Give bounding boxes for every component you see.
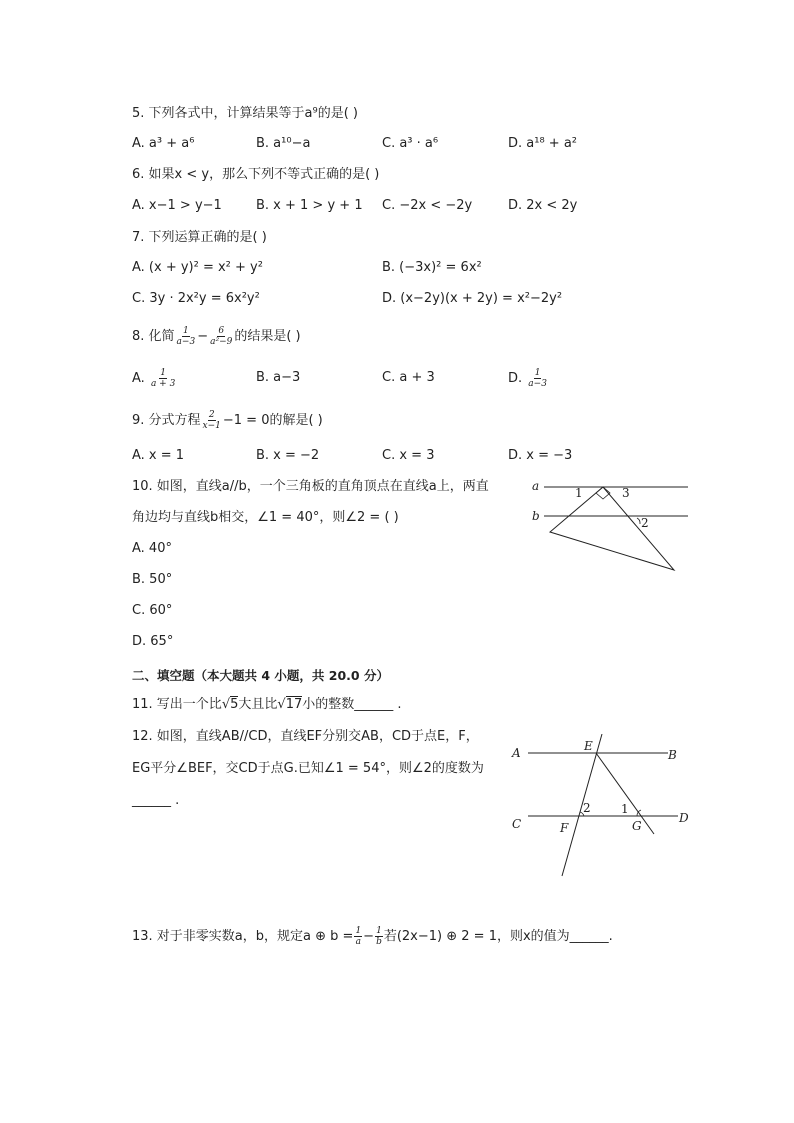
question-10-stem-line1: 10. 如图，直线a//b，一个三角板的直角顶点在直线a上，两直 [132, 479, 489, 494]
label-A: A [512, 746, 521, 760]
q8-minus: − [197, 329, 209, 344]
q9-fraction [202, 410, 222, 431]
label-E: E [584, 739, 593, 753]
q8-a-den: a + 3 [150, 379, 176, 389]
label-2: 2 [641, 516, 649, 530]
q8-option-b: B. a−3 [256, 370, 301, 385]
q13-suffix: 若(2x−1) ⊕ 2 = 1，则x的值为______. [383, 929, 613, 944]
q13-minus: − [363, 929, 375, 944]
label-C: C [512, 817, 522, 831]
q8-suffix: 的结果是( ) [234, 329, 301, 344]
q8-prefix: 8. 化简 [132, 329, 175, 344]
q8-option-a [132, 368, 177, 389]
question-13-stem [132, 926, 613, 947]
q8-option-d-label: D. [508, 371, 523, 386]
q10-option-c: C. 60° [132, 603, 173, 618]
q6-option-d: D. 2x < 2y [508, 198, 578, 213]
q9-option-b: B. x = −2 [256, 448, 320, 463]
question-12-line3: ______ . [132, 793, 180, 808]
q8-fraction-1 [176, 326, 197, 347]
label-2: 2 [583, 801, 591, 815]
q8-d-num: 1 [534, 368, 541, 378]
q7-option-a: A. (x + y)² = x² + y² [132, 260, 263, 275]
q5-option-b: B. a¹⁰−a [256, 136, 311, 151]
q10-figure [528, 476, 694, 576]
q9-suffix: −1 = 0的解是( ) [222, 413, 323, 428]
question-6-stem: 6. 如果x < y，那么下列不等式正确的是( ) [132, 167, 380, 182]
ray-eg [596, 753, 654, 834]
q11-suffix: 小的整数______ . [302, 697, 402, 712]
line-ef [562, 734, 602, 876]
q8-option-d-frac [527, 368, 548, 389]
q8-frac1-den: a−3 [176, 337, 196, 347]
label-G: G [632, 819, 642, 833]
q13-fraction-2 [375, 926, 383, 947]
sqrt-5: √5 [221, 697, 239, 712]
q10-option-a: A. 40° [132, 541, 172, 556]
q7-option-d: D. (x−2y)(x + 2y) = x²−2y² [382, 291, 563, 306]
q6-option-a: A. x−1 > y−1 [132, 198, 222, 213]
q13-f2-den: b [376, 937, 382, 947]
question-9-stem [132, 410, 323, 431]
q9-prefix: 9. 分式方程 [132, 413, 201, 428]
q7-option-b: B. (−3x)² = 6x² [382, 260, 482, 275]
angle-2-arc [637, 518, 640, 524]
question-5-stem: 5. 下列各式中，计算结果等于a⁹的是( ) [132, 106, 358, 121]
triangle-ruler [550, 487, 674, 570]
q13-fraction-1 [354, 926, 362, 947]
label-b: b [532, 509, 540, 523]
q8-frac2-den: a²−9 [210, 337, 233, 347]
q8-option-d [508, 368, 549, 389]
q9-frac-num: 2 [208, 410, 215, 420]
q5-option-a: A. a³ + a⁶ [132, 136, 195, 151]
q12-figure [506, 734, 696, 880]
label-3: 3 [622, 486, 630, 500]
q6-option-c: C. −2x < −2y [382, 198, 473, 213]
q13-f1-num: 1 [355, 926, 362, 936]
section-2-title: 二、填空题（本大题共 4 小题，共 20.0 分） [132, 668, 389, 683]
q10-option-d: D. 65° [132, 634, 174, 649]
label-F: F [560, 821, 569, 835]
label-D: D [679, 811, 689, 825]
q13-prefix: 13. 对于非零实数a，b，规定a ⊕ b = [132, 929, 354, 944]
q5-option-d: D. a¹⁸ + a² [508, 136, 577, 151]
q8-d-den: a−3 [528, 379, 547, 389]
q7-option-c: C. 3y · 2x²y = 6x²y² [132, 291, 260, 306]
q9-option-d: D. x = −3 [508, 448, 573, 463]
q8-option-a-label: A. [132, 371, 145, 386]
q11-middle: 大且比 [238, 697, 278, 712]
q5-option-c: C. a³ · a⁶ [382, 136, 439, 151]
question-7-stem: 7. 下列运算正确的是( ) [132, 230, 267, 245]
q8-fraction-2 [209, 326, 233, 347]
question-10-stem-line2: 角边均与直线b相交，∠1 = 40°，则∠2 = ( ) [132, 510, 399, 525]
label-B: B [668, 748, 677, 762]
q13-f2-num: 1 [376, 926, 382, 936]
q13-f1-den: a [355, 937, 361, 947]
q11-prefix: 11. 写出一个比 [132, 697, 222, 712]
q8-frac2-num: 6 [218, 326, 225, 336]
label-1: 1 [621, 802, 629, 816]
q9-option-a: A. x = 1 [132, 448, 185, 463]
q9-frac-den: x−1 [202, 421, 221, 431]
q8-option-c: C. a + 3 [382, 370, 435, 385]
sqrt-17: √17 [277, 697, 303, 712]
question-12-line2: EG平分∠BEF，交CD于点G.已知∠1 = 54°，则∠2的度数为 [132, 761, 484, 776]
label-a: a [532, 479, 540, 493]
q8-a-num: 1 [160, 368, 166, 378]
sqrt-5-radicand: 5 [230, 697, 239, 712]
q10-option-b: B. 50° [132, 572, 173, 587]
q8-option-a-frac [150, 368, 176, 389]
q8-frac1-num: 1 [183, 326, 189, 336]
q9-option-c: C. x = 3 [382, 448, 435, 463]
question-8-stem [132, 326, 301, 347]
q6-option-b: B. x + 1 > y + 1 [256, 198, 363, 213]
sqrt-17-radicand: 17 [285, 697, 303, 712]
question-11-stem [132, 697, 402, 713]
label-1: 1 [575, 486, 583, 500]
question-12-line1: 12. 如图，直线AB//CD，直线EF分别交AB，CD于点E，F， [132, 729, 479, 744]
